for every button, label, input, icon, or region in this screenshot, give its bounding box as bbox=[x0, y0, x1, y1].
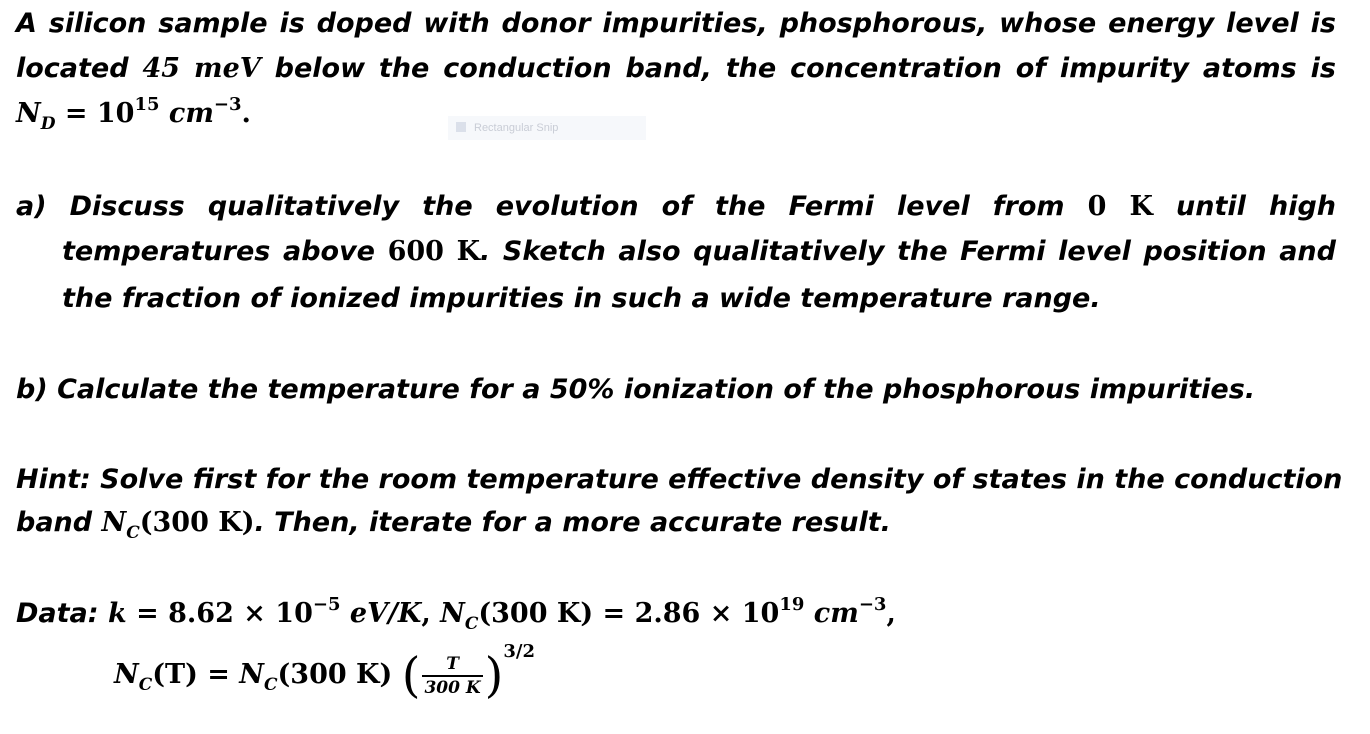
paren-right: ) bbox=[484, 647, 504, 704]
nd-symbol: N bbox=[16, 98, 41, 129]
intro-line-2: located 45 meV below the conduction band, the concentration of impurity atoms is bbox=[16, 53, 1336, 84]
part-a-line-3: the fraction of ionized impurities in such a wide temperature range. bbox=[62, 283, 1101, 314]
intro-text-1: A silicon sample is doped with donor impurities, phosphorous, whose energy level is bbox=[16, 8, 1336, 39]
part-b-line: b) Calculate the temperature for a 50% ionization of the phosphorous impurities. bbox=[16, 374, 1256, 405]
data-formula: $N_C(T) = N_C(300$ K) ( $\frac{T}{300 K}$ )$^{3/2}$ bbox=[114, 641, 535, 704]
paren-left: ( bbox=[401, 647, 421, 704]
part-a-line-2: temperatures above 600 K. Sketch also qualitatively the Fermi level position and bbox=[62, 236, 1336, 267]
hint-line-1: Hint: Solve first for the room temperature effective density of states in the conduction bbox=[16, 464, 1343, 495]
temp-600: 600 K bbox=[387, 236, 481, 267]
energy-value: 45 meV bbox=[142, 53, 261, 84]
data-label: Data: bbox=[16, 598, 108, 629]
hint-line-2: band $N_C(300$ K). Then, iterate for a more accurate result. bbox=[16, 507, 891, 543]
intro-line-1 bbox=[16, 10, 1336, 37]
part-a-line-1: a) Discuss qualitatively the evolution of the Fermi level from 0 K until high bbox=[16, 191, 1337, 222]
snip-icon bbox=[456, 122, 466, 132]
fraction: $\frac{T}{300 K}$ bbox=[424, 653, 481, 698]
intro-line-3: $N_D = 10^{15}$ $cm^{-3}$. bbox=[16, 94, 251, 134]
rectangular-snip-overlay: Rectangular Snip bbox=[448, 116, 646, 140]
temp-zero: 0 K bbox=[1087, 191, 1153, 222]
data-line-1: Data: $k = 8.62 \times 10^{-5}$ eV/K, $N_C(300$ $K) = 2.86 \times 10^{19}$ $cm^{-3}$, bbox=[16, 594, 896, 634]
